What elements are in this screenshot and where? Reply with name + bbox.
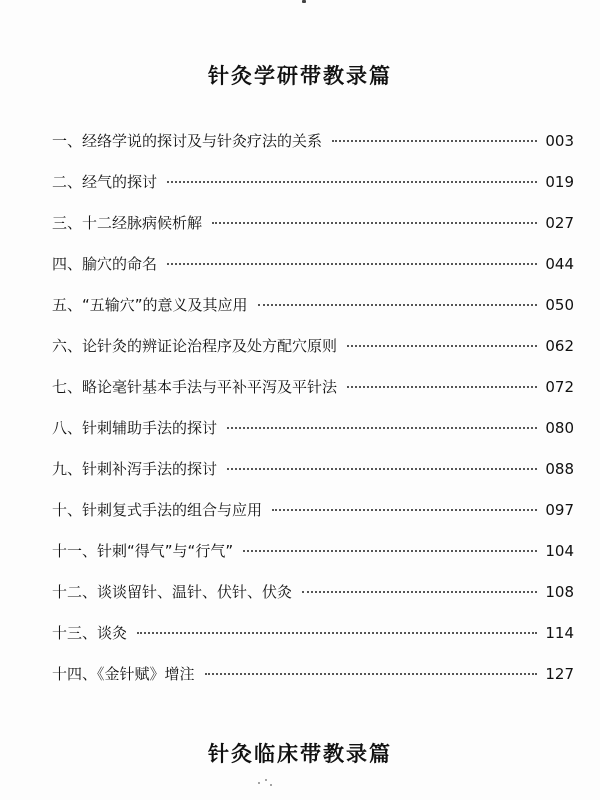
toc-leader-dots [137,632,537,634]
toc-entry-label: 三、十二经脉病候析解 [52,214,203,232]
toc-leader-dots [347,386,537,388]
toc-leader-dots [302,591,537,593]
toc-entry [52,623,574,664]
toc-entry-label: 七、略论毫针基本手法与平补平泻及平针法 [52,378,338,396]
toc-leader-dots [272,509,537,511]
section-title-clinical: 针灸临床带教录篇 [208,741,392,766]
toc-entry [52,500,574,541]
toc-leader-dots [167,181,537,183]
toc-entry [52,295,574,336]
toc-entry-label: 五、“五输穴”的意义及其应用 [52,296,248,314]
toc-entry-label: 十三、谈灸 [52,624,128,642]
toc-entry-label: 六、论针灸的辨证论治程序及处方配穴原则 [52,337,338,355]
toc-leader-dots [167,263,537,265]
scan-speck [302,0,306,3]
toc-entry [52,459,574,500]
toc-leader-dots [212,222,537,224]
toc-entry-label: 四、腧穴的命名 [52,255,158,273]
toc-entry [52,418,574,459]
toc-leader-dots [347,345,537,347]
toc-entry-page-number: 027 [545,214,574,232]
toc-leader-dots [227,468,537,470]
toc-entry-page-number: 044 [545,255,574,273]
toc-leader-dots [332,140,537,142]
scan-specks [256,778,276,788]
toc-entry [52,582,574,623]
toc-leader-dots [227,427,537,429]
toc-entry [52,377,574,418]
toc-leader-dots [205,673,538,675]
toc-entry [52,664,574,705]
toc-entry-page-number: 114 [545,624,574,642]
toc-entry-page-number: 127 [545,665,574,683]
toc-entry-label: 十、针刺复式手法的组合与应用 [52,501,263,519]
toc-entry [52,336,574,377]
section-title-research: 针灸学研带教录篇 [208,63,392,88]
toc-entry-label: 十二、谈谈留针、温针、伏针、伏灸 [52,583,293,601]
toc-entry-label: 二、经气的探讨 [52,173,158,191]
toc-entry-page-number: 088 [545,460,574,478]
toc-entry-page-number: 104 [545,542,574,560]
toc-entry-page-number: 050 [545,296,574,314]
toc-entry-page-number: 097 [545,501,574,519]
toc-entry [52,254,574,295]
toc-entry-page-number: 062 [545,337,574,355]
table-of-contents [52,131,574,705]
toc-entry [52,541,574,582]
toc-entry-page-number: 108 [545,583,574,601]
toc-entry [52,131,574,172]
toc-entry-page-number: 019 [545,173,574,191]
toc-entry-label: 九、针刺补泻手法的探讨 [52,460,218,478]
toc-entry-label: 一、经络学说的探讨及与针灸疗法的关系 [52,132,323,150]
toc-leader-dots [243,550,537,552]
toc-entry [52,172,574,213]
toc-entry-page-number: 080 [545,419,574,437]
toc-entry-page-number: 072 [545,378,574,396]
toc-entry-label: 八、针刺辅助手法的探讨 [52,419,218,437]
toc-entry-label: 十一、针刺“得气”与“行气” [52,542,234,560]
toc-entry-page-number: 003 [545,132,574,150]
toc-entry [52,213,574,254]
toc-entry-label: 十四、《金针赋》增注 [52,665,195,683]
toc-leader-dots [258,304,538,306]
